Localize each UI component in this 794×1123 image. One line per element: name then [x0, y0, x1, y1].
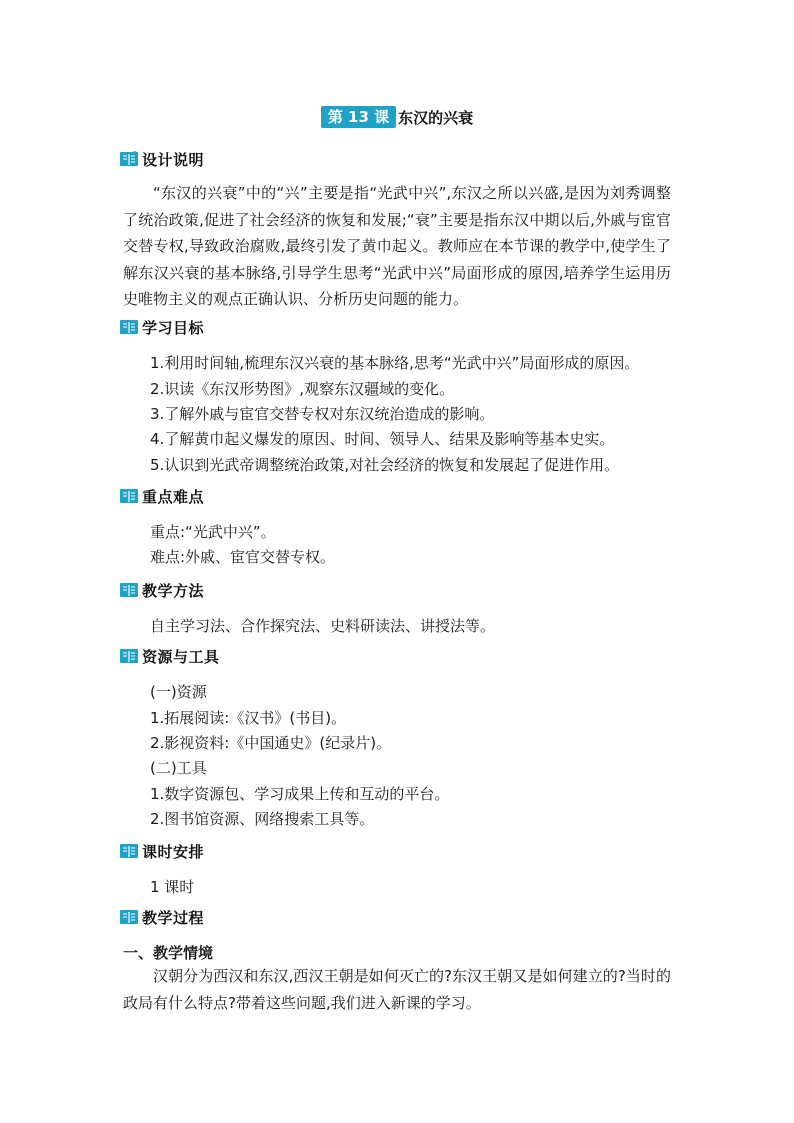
section-title: 教学方法 [142, 581, 205, 600]
section-title: 教学过程 [142, 908, 205, 927]
section-resources-heading [120, 646, 220, 666]
section-design-heading [120, 149, 204, 169]
key-point-item: 难点:外戚、宦官交替专权。 [150, 548, 336, 566]
goal-item: 3.了解外戚与宦官交替专权对东汉统治造成的影响。 [150, 405, 495, 423]
section-keypoints-heading [120, 486, 204, 506]
goal-item: 1.利用时间轴,梳理东汉兴衰的基本脉络,思考“光武中兴”局面形成的原因。 [150, 354, 640, 372]
goal-item: 4.了解黄巾起义爆发的原因、时间、领导人、结果及影响等基本史实。 [150, 430, 615, 448]
goal-item: 2.识读《东汉形势图》,观察东汉疆域的变化。 [150, 380, 455, 398]
lesson-number-badge: 第 13 课 [321, 106, 396, 128]
section-process-heading [120, 907, 204, 927]
resource-item: 1.数字资源包、学习成果上传和互动的平台。 [150, 785, 450, 803]
section-schedule-heading [120, 841, 204, 861]
section-title: 资源与工具 [142, 647, 220, 666]
lesson-title: 东汉的兴衰 [398, 108, 474, 127]
goal-item: 5.认识到光武帝调整统治政策,对社会经济的恢复和发展起了促进作用。 [150, 456, 620, 474]
process-paragraph: 汉朝分为西汉和东汉,西汉王朝是如何灭亡的?东汉王朝又是如何建立的?当时的政局有什么特点?带着这些问题,我们进入新课的学习。 [123, 967, 671, 1012]
section-title: 课时安排 [142, 842, 205, 861]
process-subheading: 一、教学情境 [123, 944, 214, 962]
book-icon [120, 319, 138, 335]
book-icon [120, 843, 138, 859]
book-icon [120, 648, 138, 664]
resource-item: (二)工具 [150, 759, 207, 777]
section-title: 学习目标 [142, 318, 205, 337]
key-point-item: 重点:“光武中兴”。 [150, 523, 276, 541]
design-paragraph: “东汉的兴衰”中的“兴”主要是指“光武中兴”,东汉之所以兴盛,是因为刘秀调整了统治政策,促进了社会经济的恢复和发展;“衰”主要是指东汉中期以后,外戚与宦官交替专权,导致政治腐败,最终引发了黄巾起义。教师应在本节课的教学中,使学生了解东汉兴衰的基本脉络,引导学生思考“光武中兴”局面形成的原因,培养学生运用历史唯物主义的观点正确认识、分析历史问题的能力。 [123, 184, 671, 309]
section-goals-heading [120, 317, 204, 337]
resource-item: (一)资源 [150, 683, 207, 701]
book-icon [120, 488, 138, 504]
resource-item: 2.影视资料:《中国通史》(纪录片)。 [150, 734, 392, 752]
book-icon [120, 151, 138, 167]
section-title: 设计说明 [142, 150, 205, 169]
method-item: 自主学习法、合作探究法、史料研读法、讲授法等。 [150, 617, 496, 635]
section-methods-heading [120, 580, 204, 600]
resource-item: 1.拓展阅读:《汉书》(书目)。 [150, 709, 347, 727]
section-title: 重点难点 [142, 487, 205, 506]
lesson-header [0, 106, 794, 128]
schedule-item: 1 课时 [150, 878, 195, 896]
book-icon [120, 909, 138, 925]
resource-item: 2.图书馆资源、网络搜索工具等。 [150, 810, 375, 828]
book-icon [120, 582, 138, 598]
